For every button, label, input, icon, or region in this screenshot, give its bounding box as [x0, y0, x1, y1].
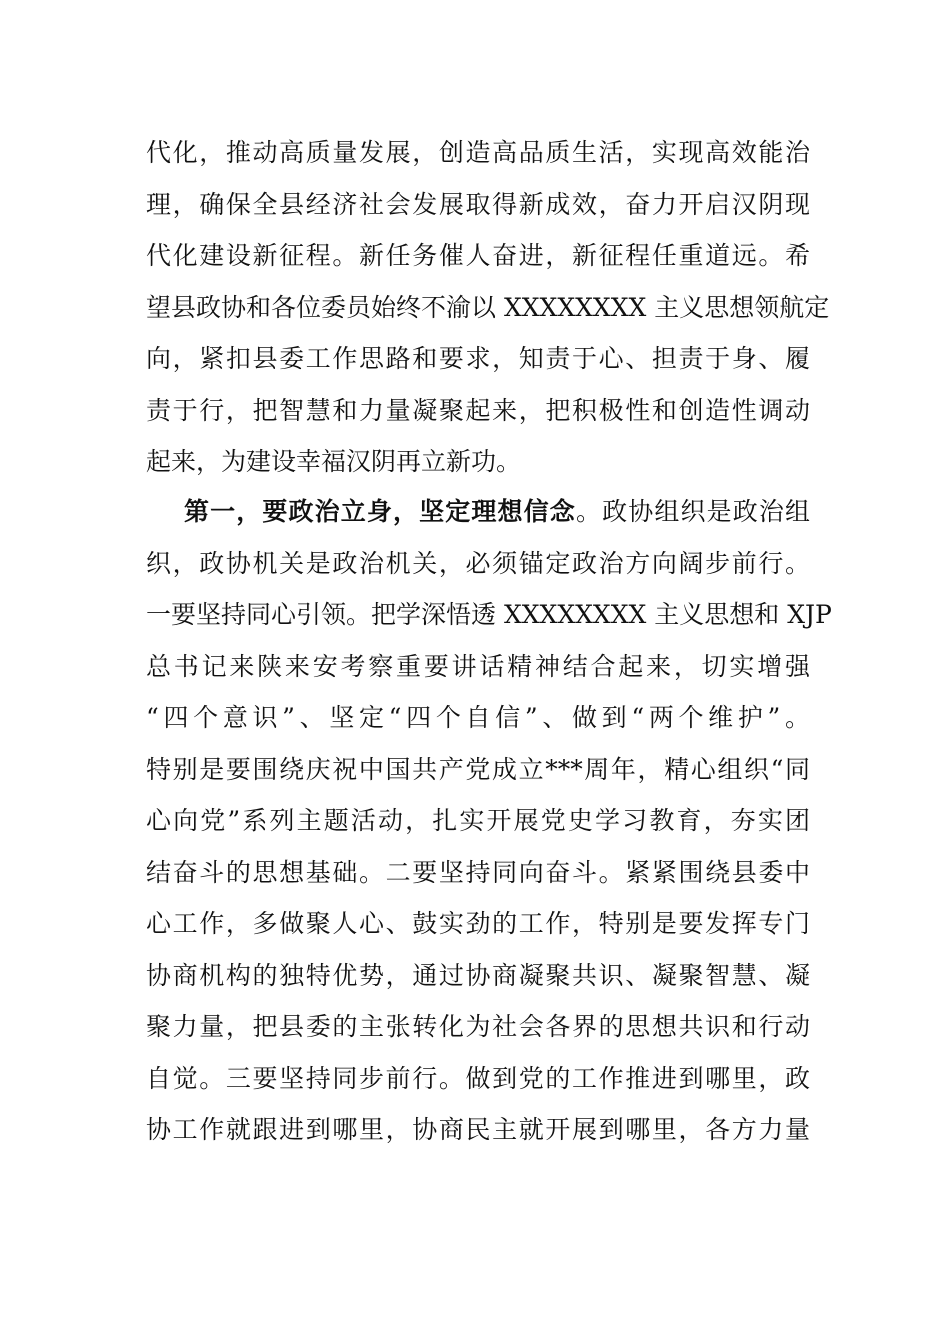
paragraph-2 — [146, 486, 832, 1156]
paragraph-line: 心向党”系列主题活动，扎实开展党史学习教育，夯实团 — [146, 806, 810, 835]
paragraph-line: 起来，为建设幸福汉阴再立新功。 — [146, 447, 522, 476]
paragraph-line: 总书记来陕来安考察重要讲话精神结合起来，切实增强 — [146, 651, 810, 681]
paragraph-line: 理，确保全县经济社会发展取得新成效，奋力开启汉阴现 — [146, 189, 810, 219]
paragraph-line: 代化，推动高质量发展，创造高品质生活，实现高效能治 — [146, 138, 810, 167]
paragraph-line: 代化建设新征程。新任务催人奋进，新征程任重道远。希 — [146, 241, 810, 270]
paragraph-line: 聚力量，把县委的主张转化为社会各界的思想共识和行动 — [146, 1012, 810, 1041]
paragraph-line: 一要坚持同心引领。把学深悟透 XXXXXXXX 主义思想和 XJP — [146, 600, 832, 629]
paragraph-line: 织，政协机关是政治机关，必须锚定政治方向阔步前行。 — [146, 548, 810, 578]
paragraph-first-line — [146, 486, 810, 538]
paragraph-line: 望县政协和各位委员始终不渝以 XXXXXXXX 主义思想领航定 — [146, 292, 830, 322]
paragraph-line: “四个意识”、坚定“四个自信”、做到“两个维护”。 — [146, 703, 810, 732]
paragraph-line: 向，紧扣县委工作思路和要求，知责于心、担责于身、履 — [146, 344, 810, 373]
paragraph-line: 自觉。三要坚持同步前行。做到党的工作推进到哪里，政 — [146, 1063, 810, 1093]
heading-tail-text: 。政协组织是政治组 — [575, 497, 810, 526]
paragraph-line: 责于行，把智慧和力量凝聚起来，把积极性和创造性调动 — [146, 395, 810, 425]
paragraph-1 — [146, 127, 830, 488]
section-heading: 第一，要政治立身，坚定理想信念 — [184, 497, 576, 526]
paragraph-line: 协商机构的独特优势，通过协商凝聚共识、凝聚智慧、凝 — [146, 960, 810, 990]
paragraph-line: 协工作就跟进到哪里，协商民主就开展到哪里，各方力量 — [146, 1115, 810, 1144]
paragraph-line: 结奋斗的思想基础。二要坚持同向奋斗。紧紧围绕县委中 — [146, 857, 810, 887]
paragraph-line: 心工作，多做聚人心、鼓实劲的工作，特别是要发挥专门 — [146, 909, 810, 938]
paragraph-line: 特别是要围绕庆祝中国共产党成立***周年，精心组织“同 — [146, 754, 810, 784]
